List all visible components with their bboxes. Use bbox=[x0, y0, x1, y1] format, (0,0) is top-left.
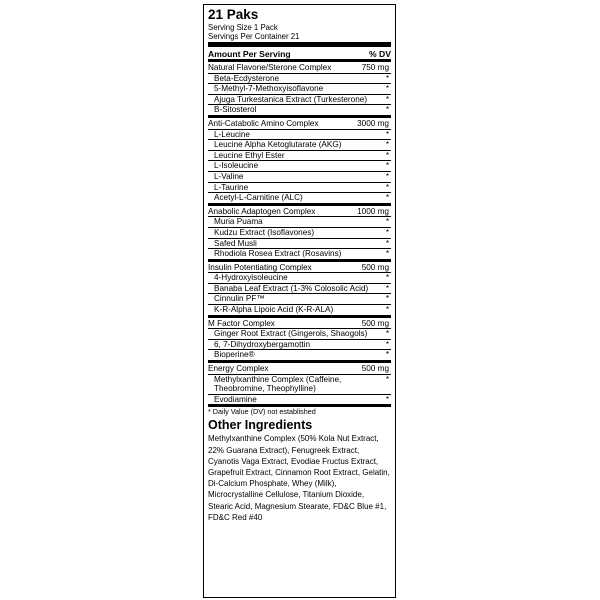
ingredient-name: Kudzu Extract (Isoflavones) bbox=[214, 227, 315, 237]
daily-value-mark: * bbox=[385, 94, 389, 104]
ingredient-row bbox=[208, 239, 391, 250]
ingredient-row bbox=[208, 284, 391, 295]
daily-value-mark: * bbox=[385, 182, 389, 192]
ingredient-row bbox=[208, 130, 391, 141]
ingredient-amount: 500 mg bbox=[361, 318, 389, 328]
complex-row bbox=[208, 206, 391, 218]
servings-per-container: Servings Per Container 21 bbox=[208, 32, 300, 41]
amount-header bbox=[208, 48, 391, 59]
complex-row bbox=[208, 118, 391, 130]
ingredient-row bbox=[208, 193, 391, 206]
complex-row bbox=[208, 363, 391, 375]
ingredient-row bbox=[208, 183, 391, 194]
ingredient-row bbox=[208, 395, 391, 408]
ingredient-name: B-Sitosterol bbox=[214, 105, 257, 115]
divider-thick bbox=[208, 42, 391, 47]
daily-value-mark: * bbox=[385, 105, 389, 115]
daily-value-mark: * bbox=[385, 294, 389, 304]
daily-value-mark: * bbox=[385, 161, 389, 171]
ingredient-row bbox=[208, 305, 391, 318]
ingredient-row bbox=[208, 105, 391, 118]
supplement-facts-panel bbox=[203, 4, 396, 598]
ingredient-name: Muria Puama bbox=[214, 217, 263, 227]
ingredient-amount: 750 mg bbox=[361, 63, 389, 72]
ingredient-rows bbox=[208, 62, 391, 407]
ingredient-name: Ginger Root Extract (Gingerols, Shaogols) bbox=[214, 329, 368, 339]
ingredient-row bbox=[208, 84, 391, 95]
ingredient-name: Safed Musli bbox=[214, 238, 257, 248]
daily-value-mark: * bbox=[385, 238, 389, 248]
daily-value-mark: * bbox=[385, 84, 389, 94]
daily-value-mark: * bbox=[385, 273, 389, 283]
daily-value-footnote: * Daily Value (DV) not established bbox=[208, 407, 316, 417]
daily-value-label: % DV bbox=[369, 49, 391, 59]
complex-row bbox=[208, 62, 391, 74]
ingredient-name: Evodiamine bbox=[214, 394, 257, 404]
ingredient-row bbox=[208, 228, 391, 239]
daily-value-mark: * bbox=[385, 171, 389, 181]
serving-size: Serving Size 1 Pack bbox=[208, 23, 278, 32]
ingredient-row bbox=[208, 151, 391, 162]
daily-value-mark: * bbox=[385, 350, 389, 360]
ingredient-name: Rhodiola Rosea Extract (Rosavins) bbox=[214, 249, 342, 259]
ingredient-name: Anabolic Adaptogen Complex bbox=[208, 206, 316, 216]
complex-row bbox=[208, 262, 391, 274]
other-ingredients-title: Other Ingredients bbox=[208, 418, 313, 433]
daily-value-mark: * bbox=[385, 283, 389, 293]
ingredient-name: 6, 7-Dihydroxybergamottin bbox=[214, 339, 311, 349]
daily-value-mark: * bbox=[385, 129, 389, 139]
complex-row bbox=[208, 318, 391, 330]
ingredient-name: Energy Complex bbox=[208, 364, 269, 374]
ingredient-name: Methylxanthine Complex (Caffeine, Theobromine, Theophylline) bbox=[214, 374, 342, 394]
ingredient-name: Bioperine® bbox=[214, 350, 255, 360]
daily-value-mark: * bbox=[385, 249, 389, 259]
daily-value-mark: * bbox=[385, 150, 389, 160]
ingredient-amount: 1000 mg bbox=[357, 206, 389, 216]
daily-value-mark: * bbox=[385, 227, 389, 237]
ingredient-name: Ajuga Turkestanica Extract (Turkesterone) bbox=[214, 94, 368, 104]
ingredient-row bbox=[208, 329, 391, 340]
label-title: 21 Paks bbox=[208, 7, 259, 22]
daily-value-mark: * bbox=[385, 305, 389, 315]
ingredient-row bbox=[208, 140, 391, 151]
ingredient-row bbox=[208, 340, 391, 351]
daily-value-mark: * bbox=[385, 374, 389, 384]
ingredient-row bbox=[208, 217, 391, 228]
other-ingredients-text: Methylxanthine Complex (50% Kola Nut Extract, 22% Guarana Extract), Fenugreek Extract, Cyanotis Vaga Extract, Evodiae Fructus Extract, Grapefruit Extract, Cinnamon Root Extract, Gelatin, Di-Calcium Phosphate, Whey (Milk), Microcrystalline Cellulose, Titanium Dioxide, Stearic Acid, Magnesium Stearate, FD&C Blue #1, FD&C Red #40 bbox=[208, 434, 390, 522]
ingredient-row bbox=[208, 249, 391, 262]
daily-value-mark: * bbox=[385, 140, 389, 150]
ingredient-name: Insulin Potentiating Complex bbox=[208, 262, 312, 272]
ingredient-row bbox=[208, 161, 391, 172]
ingredient-name: Anti-Catabolic Amino Complex bbox=[208, 118, 319, 128]
ingredient-name: Cinnulin PF™ bbox=[214, 294, 265, 304]
ingredient-name: L-Leucine bbox=[214, 129, 250, 139]
daily-value-mark: * bbox=[385, 394, 389, 404]
ingredient-row bbox=[208, 74, 391, 85]
ingredient-name: L-Valine bbox=[214, 171, 244, 181]
ingredient-row bbox=[208, 294, 391, 305]
daily-value-mark: * bbox=[385, 193, 389, 203]
ingredient-name: Leucine Ethyl Ester bbox=[214, 150, 285, 160]
ingredient-name: Acetyl-L-Carnitine (ALC) bbox=[214, 193, 303, 203]
ingredient-name: 4-Hydroxyisoleucine bbox=[214, 273, 288, 283]
ingredient-name: M Factor Complex bbox=[208, 318, 275, 328]
ingredient-name: L-Taurine bbox=[214, 182, 249, 192]
daily-value-mark: * bbox=[385, 73, 389, 83]
ingredient-amount: 500 mg bbox=[361, 262, 389, 272]
ingredient-name: Beta-Ecdysterone bbox=[214, 73, 280, 83]
ingredient-row bbox=[208, 273, 391, 284]
ingredient-name: Leucine Alpha Ketoglutarate (AKG) bbox=[214, 140, 342, 150]
ingredient-name: K-R-Alpha Lipoic Acid (K-R-ALA) bbox=[214, 305, 334, 315]
ingredient-amount: 3000 mg bbox=[357, 118, 389, 128]
ingredient-row bbox=[208, 375, 391, 395]
ingredient-row bbox=[208, 172, 391, 183]
ingredient-amount: 500 mg bbox=[361, 364, 389, 374]
daily-value-mark: * bbox=[385, 329, 389, 339]
ingredient-row bbox=[208, 350, 391, 363]
ingredient-name: L-Isoleucine bbox=[214, 161, 259, 171]
ingredient-row bbox=[208, 95, 391, 106]
ingredient-name: 5-Methyl-7-Methoxyisoflavone bbox=[214, 84, 324, 94]
amount-per-serving-label: Amount Per Serving bbox=[208, 49, 291, 59]
daily-value-mark: * bbox=[385, 217, 389, 227]
ingredient-name: Banaba Leaf Extract (1-3% Colosolic Acid) bbox=[214, 283, 369, 293]
daily-value-mark: * bbox=[385, 339, 389, 349]
ingredient-name: Natural Flavone/Sterone Complex bbox=[208, 63, 332, 72]
